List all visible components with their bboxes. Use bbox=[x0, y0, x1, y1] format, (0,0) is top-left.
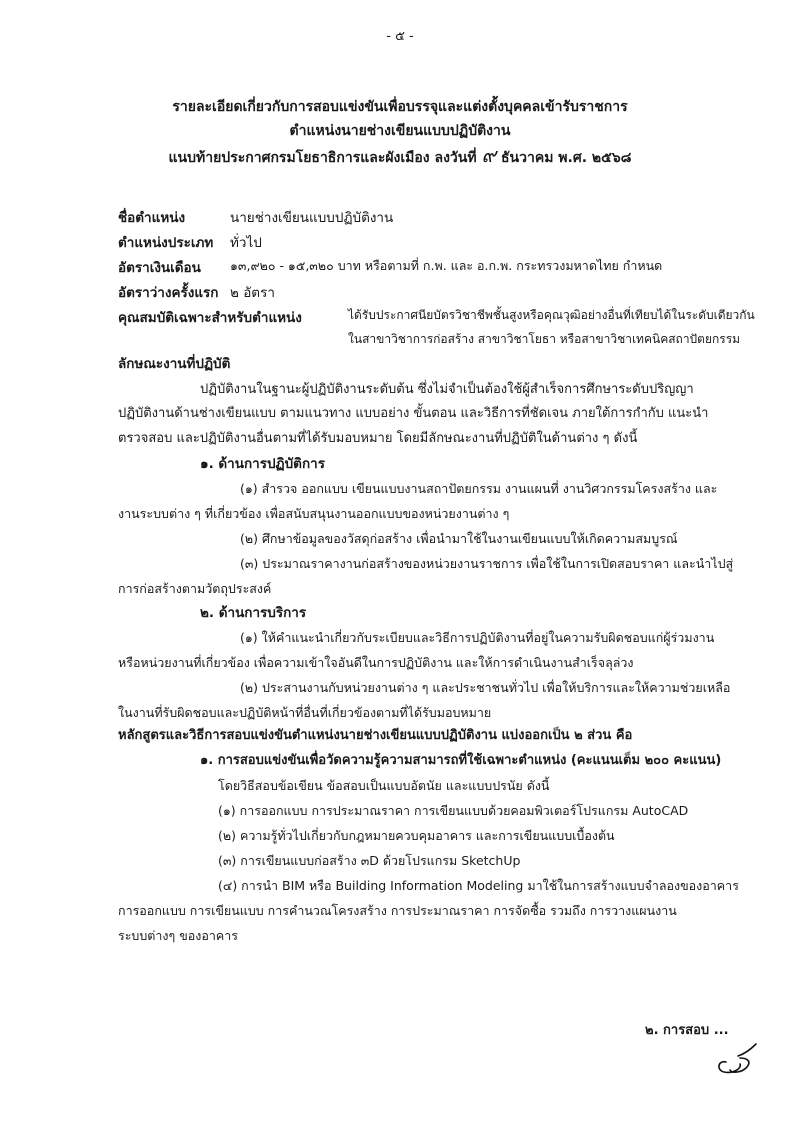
value-qualifications: ได้รับประกาศนียบัตรวิชาชีพชั้นสูงหรือคุณวุฒิอย่างอื่นที่เทียบได้ในระดับเดียวกัน bbox=[348, 308, 755, 322]
exam-topic-2: (๒) ความรู้ทั่วไปเกี่ยวกับกฎหมายควบคุมอาคาร และการเขียนแบบเบื้องต้น bbox=[218, 828, 615, 843]
page-number: - ๕ - bbox=[386, 29, 414, 44]
label-qualifications: คุณสมบัติเฉพาะสำหรับตำแหน่ง bbox=[118, 310, 302, 326]
title-line-3 bbox=[0, 143, 800, 167]
exam-topic-1: (๑) การออกแบบ การประมาณราคา การเขียนแบบด้วยคอมพิวเตอร์โปรแกรม AutoCAD bbox=[218, 803, 689, 818]
services-item-1: (๑) ให้คำแนะนำเกี่ยวกับระเบียบและวิธีการปฏิบัติงานที่อยู่ในความรับผิดชอบแก่ผู้ร่วมงาน bbox=[240, 630, 715, 645]
exam-topic-4-cont-2: ระบบต่างๆ ของอาคาร bbox=[118, 928, 239, 943]
value-salary: ๑๓,๙๒๐ - ๑๕,๓๒๐ บาท หรือตามที่ ก.พ. และ อ.ก.พ. กระทรวงมหาดไทย กำหนด bbox=[230, 258, 663, 273]
job-nature-intro-2: ปฏิบัติงานด้านช่างเขียนแบบ ตามแนวทาง แบบอย่าง ขั้นตอน และวิธีการที่ชัดเจน ภายใต้การกำกับ แนะนำ bbox=[118, 406, 709, 421]
services-item-2-cont: ในงานที่รับผิดชอบและปฏิบัติหน้าที่อื่นที่เกี่ยวข้องตามที่ได้รับมอบหมาย bbox=[118, 705, 492, 720]
operations-item-1: (๑) สำรวจ ออกแบบ เขียนแบบงานสถาปัตยกรรม งานแผนที่ งานวิศวกรรมโครงสร้าง และ bbox=[240, 481, 718, 496]
operations-item-3-cont: การก่อสร้างตามวัตถุประสงค์ bbox=[118, 581, 272, 596]
value-qualifications-cont: ในสาขาวิชาการก่อสร้าง สาขาวิชาโยธา หรือสาขาวิชาเทคนิคสถาปัตยกรรม bbox=[348, 332, 741, 346]
services-item-1-cont: หรือหน่วยงานที่เกี่ยวข้อง เพื่อความเข้าใจอันดีในการปฏิบัติงาน และให้การดำเนินงานสำเร็จลุล่วง bbox=[118, 655, 634, 670]
exam-heading: หลักสูตรและวิธีการสอบแข่งขันตำแหน่งนายช่างเขียนแบบปฏิบัติงาน แบ่งออกเป็น ๒ ส่วน คือ bbox=[118, 728, 633, 743]
exam-topic-3: (๓) การเขียนแบบก่อสร้าง ๓D ด้วยโปรแกรม SketchUp bbox=[218, 853, 521, 868]
operations-item-1-cont: งานระบบต่าง ๆ ที่เกี่ยวข้อง เพื่อสนับสนุนงานออกแบบของหน่วยงานต่าง ๆ bbox=[118, 506, 510, 521]
value-position-type: ทั่วไป bbox=[230, 235, 262, 251]
handwritten-day: ๙ bbox=[481, 143, 497, 167]
job-nature-heading: ลักษณะงานที่ปฏิบัติ bbox=[118, 356, 231, 372]
job-nature-intro-3: ตรวจสอบ และปฏิบัติงานอื่นตามที่ได้รับมอบหมาย โดยมีลักษณะงานที่ปฏิบัติในด้านต่าง ๆ ดังนี้ bbox=[118, 431, 638, 446]
title-line-2: ตำแหน่งนายช่างเขียนแบบปฏิบัติงาน bbox=[289, 123, 511, 139]
title-line-3-prefix: แนบท้ายประกาศกรมโยธาธิการและผังเมือง ลงวันที่ bbox=[168, 150, 477, 166]
label-salary: อัตราเงินเดือน bbox=[118, 260, 201, 276]
section-services-heading: ๒. ด้านการบริการ bbox=[200, 605, 307, 621]
value-vacancies: ๒ อัตรา bbox=[230, 285, 275, 301]
exam-part1-heading: ๑. การสอบแข่งขันเพื่อวัดความรู้ความสามารถที่ใช้เฉพาะตำแหน่ง (คะแนนเต็ม ๒๐๐ คะแนน) bbox=[200, 753, 722, 768]
job-nature-intro-1: ปฏิบัติงานในฐานะผู้ปฏิบัติงานระดับต้น ซึ่งไม่จำเป็นต้องใช้ผู้สำเร็จการศึกษาระดับปริญญา bbox=[200, 382, 694, 397]
value-position-name: นายช่างเขียนแบบปฏิบัติงาน bbox=[230, 210, 394, 226]
label-position-type: ตำแหน่งประเภท bbox=[118, 235, 214, 251]
signature-initials-icon bbox=[712, 1040, 772, 1080]
services-item-2: (๒) ประสานงานกับหน่วยงานต่าง ๆ และประชาชนทั่วไป เพื่อให้บริการและให้ความช่วยเหลือ bbox=[240, 680, 731, 695]
operations-item-2: (๒) ศึกษาข้อมูลของวัสดุก่อสร้าง เพื่อนำมาใช้ในงานเขียนแบบให้เกิดความสมบูรณ์ bbox=[240, 531, 678, 546]
label-position-name: ชื่อตำแหน่ง bbox=[118, 210, 186, 226]
operations-item-3: (๓) ประมาณราคางานก่อสร้างของหน่วยงานราชการ เพื่อใช้ในการเปิดสอบราคา และนำไปสู่ bbox=[240, 556, 734, 571]
continuation-note: ๒. การสอบ ... bbox=[645, 1023, 729, 1038]
exam-part1-method: โดยวิธีสอบข้อเขียน ข้อสอบเป็นแบบอัตนัย และแบบปรนัย ดังนี้ bbox=[218, 778, 550, 793]
exam-topic-4: (๔) การนำ BIM หรือ Building Information Modeling มาใช้ในการสร้างแบบจำลองของอาคาร bbox=[218, 878, 739, 893]
label-vacancies: อัตราว่างครั้งแรก bbox=[118, 285, 219, 301]
title-line-1: รายละเอียดเกี่ยวกับการสอบแข่งขันเพื่อบรรจุและแต่งตั้งบุคคลเข้ารับราชการ bbox=[172, 99, 628, 115]
exam-topic-4-cont-1: การออกแบบ การเขียนแบบ การคำนวณโครงสร้าง การประมาณราคา การจัดซื้อ รวมถึง การวางแผนงาน bbox=[118, 903, 677, 918]
section-operations-heading: ๑. ด้านการปฏิบัติการ bbox=[200, 456, 325, 472]
title-line-3-suffix: ธันวาคม พ.ศ. ๒๕๖๘ bbox=[501, 150, 632, 166]
